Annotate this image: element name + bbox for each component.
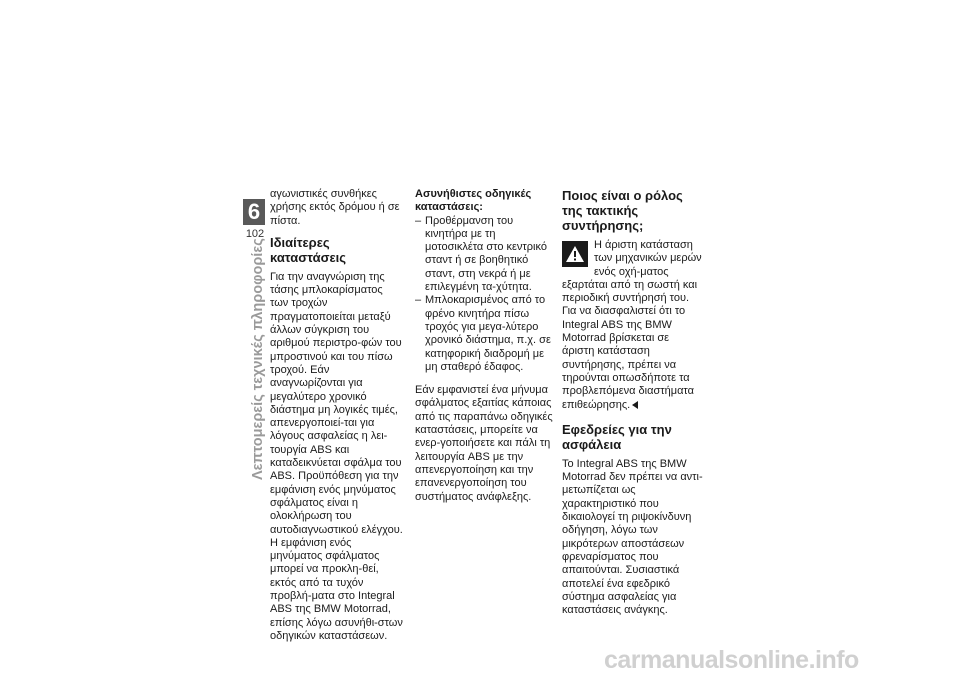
warning-triangle-icon	[562, 241, 588, 267]
paragraph: Για την αναγνώριση της τάσης μπλοκαρίσματος των τροχών πραγματοποιείται μεταξύ άλλων σύγκριση του αριθμού περιστρο-φών του μπροστινού και του πίσω τροχού. Εάν αναγνωρίζονται για μεγαλύτερο χρονικό διάστημα μη λογικές τιμές, απενεργοποιεί-ται για λόγους ασφαλείας η λει-τουργία ABS και καταδεικνύεται σφάλμα του ABS. Προϋπόθεση για την εμφάνιση ενός μηνύματος σφάλματος είναι η ολοκλήρωση του αυτοδιαγνωστικού ελέγχου.	[270, 270, 403, 536]
list-item: – Προθέρμανση του κινητήρα με τη μοτοσικλέτα στο κεντρικό σταντ ή σε βοηθητικό σταντ, στη νεκρά ή με επιλεγμένη τα-χύτητα.	[415, 215, 553, 295]
watermark: carmanualsonline.info	[604, 646, 859, 674]
paragraph: Η εμφάνιση ενός μηνύματος σφάλματος μπορεί να προκλη-θεί, εκτός από τα τυχόν προβλή-ματα στο Integral ABS της BMW Motorrad, επίσης λόγω ασυνήθι-στων οδηγικών καταστάσεων.	[270, 536, 403, 642]
situations-list	[415, 215, 553, 375]
chapter-number: 6	[243, 199, 265, 225]
safety-reserve-heading: Εφεδρείες για την ασφάλεια	[562, 421, 672, 452]
intro-paragraph: αγωνιστικές συνθήκες χρήσης εκτός δρόμου ή σε πίστα.	[270, 188, 400, 227]
warning-block	[562, 239, 704, 412]
maintenance-heading: Ποιος είναι ο ρόλος της τακτικής συντήρησης;	[562, 188, 683, 233]
warning-text: Η άριστη κατάσταση των μηχανικών μερών ενός οχή-ματος εξαρτάται από τη σωστή και περιοδική συντήρησή του. Για να διασφαλιστεί ότι το Integral ABS της BMW Motorrad βρίσκεται σε άριστη κατάσταση συντήρησης, πρέπει να τηρούνται οπωσδήποτε τα προβλεπόμενα διαστήματα επιθεώρησης.	[562, 239, 702, 411]
column-3	[562, 188, 704, 617]
unusual-situations-heading: Ασυνήθιστες οδηγικές καταστάσεις:	[415, 188, 532, 214]
list-item: – Μπλοκαρισμένος από το φρένο κινητήρα πίσω τροχός για μεγα-λύτερο χρονικό διάστημα, π.χ. σε κατηφορική διαδρομή με μη σταθερό έδαφος.	[415, 294, 553, 374]
section-title: Λεπτομερείς τεχνικές πληροφορίες	[250, 238, 266, 480]
column-2	[415, 188, 553, 504]
paragraph: Εάν εμφανιστεί ένα μήνυμα σφάλματος εξαιτίας κάποιας από τις παραπάνω οδηγικές καταστάσεις, μπορείτε να ενερ-γοποιήσετε και πάλι τη λειτουργία ABS με την απενεργοποίηση και την επανενεργοποίηση του συστήματος ανάφλεξης.	[415, 384, 553, 503]
special-situations-heading: Ιδιαίτερες καταστάσεις	[270, 234, 347, 265]
column-1	[270, 188, 404, 643]
page-number: 102	[245, 228, 265, 240]
end-of-section-triangle-icon	[632, 401, 638, 409]
paragraph: Το Integral ABS της BMW Motorrad δεν πρέπει να αντι-μετωπίζεται ως χαρακτηριστικό που δικαιολογεί τη ριψοκίνδυνη οδήγηση, λόγω των μικρότερων αποστάσεων φρεναρίσματος που απαιτούνται. Συσιαστικά αποτελεί ένα εφεδρικό σύστημα ασφαλείας για καταστάσεις ανάγκης.	[562, 457, 703, 617]
